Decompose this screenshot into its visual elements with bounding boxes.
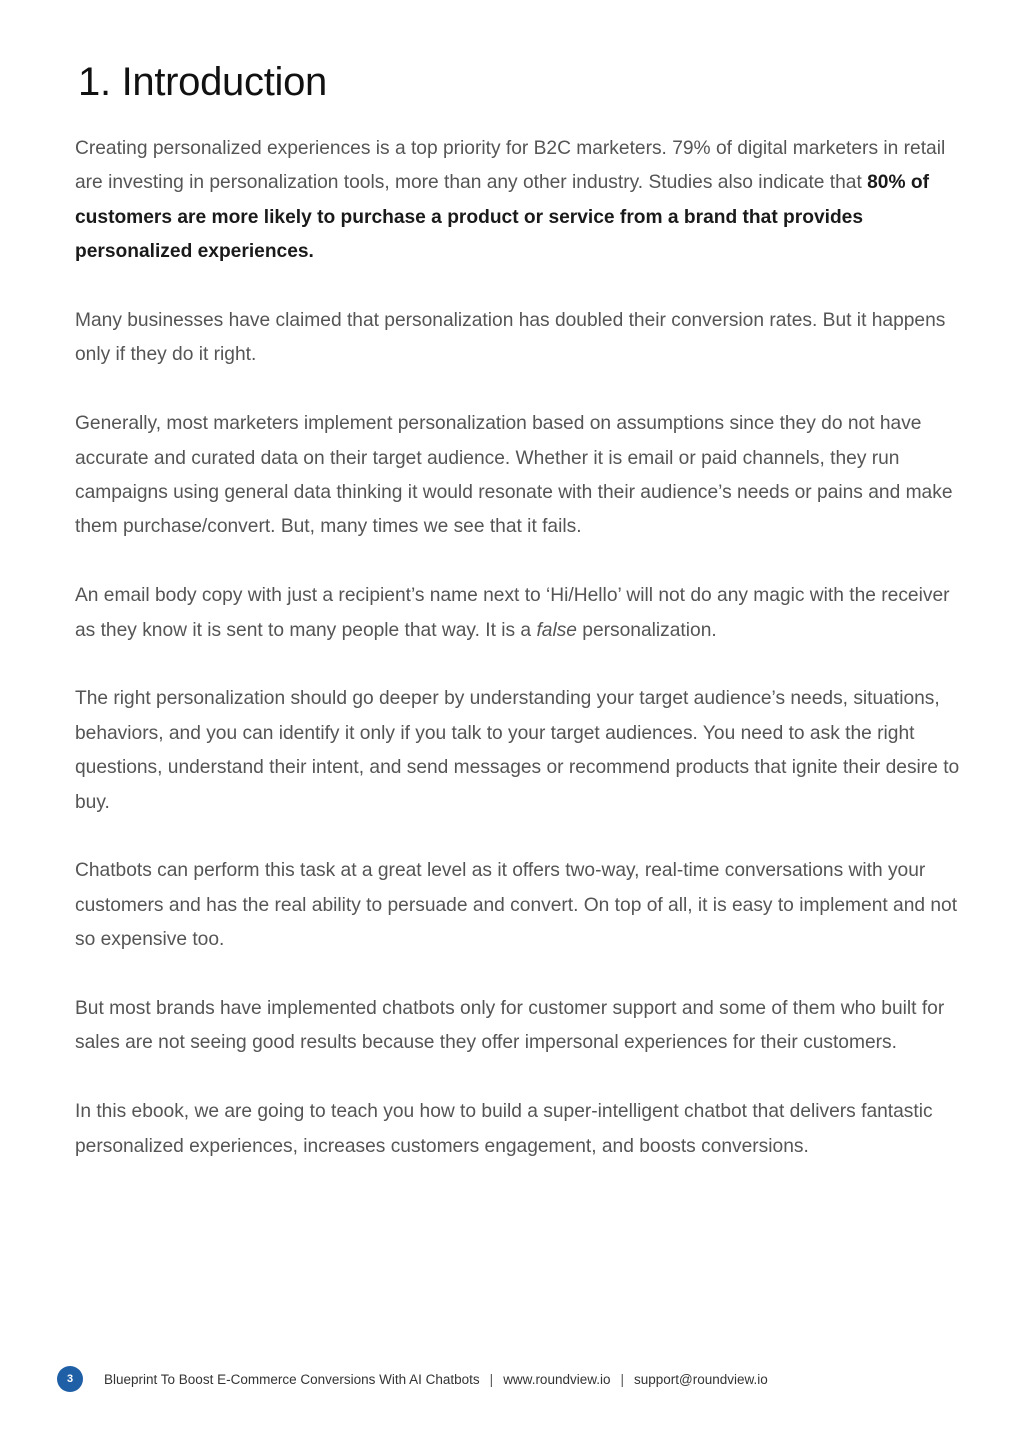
footer-title: Blueprint To Boost E-Commerce Conversions With AI Chatbots — [104, 1371, 480, 1387]
paragraph-4-emphasis: false — [536, 619, 577, 641]
paragraph-3: Generally, most marketers implement personalization based on assumptions since they do not have accurate and curated data on their target audience. Whether it is email or paid channels, they run campaigns using general data thinking it would resonate with their audience’s needs or pains and make them purchase/convert. But, many times we see that it fails. — [75, 413, 953, 538]
paragraph-1-highlight: 80% of customers are more likely to purchase a product or service from a brand that provides personalized experiences. — [75, 172, 929, 263]
paragraph-7: But most brands have implemented chatbots only for customer support and some of them who built for sales are not seeing good results because they offer impersonal experiences for their customers. — [75, 998, 945, 1054]
body-text — [75, 132, 965, 1198]
paragraph-1 — [75, 132, 965, 270]
footer-separator: | — [620, 1371, 625, 1387]
page-footer — [57, 1366, 768, 1392]
paragraph-4-text: An email body copy with just a recipient’s name next to ‘Hi/Hello’ will not do any magic with the receiver as they know it is sent to many people that way. It is a — [75, 585, 950, 641]
paragraph-1-text: Creating personalized experiences is a top priority for B2C marketers. 79% of digital marketers in retail are investing in personalization tools, more than any other industry. Studies also indicate that — [75, 138, 946, 194]
page-number-badge: 3 — [57, 1366, 83, 1392]
footer-website-link[interactable]: www.roundview.io — [503, 1371, 611, 1387]
paragraph-2: Many businesses have claimed that personalization has doubled their conversion rates. But it happens only if they do it right. — [75, 310, 946, 366]
paragraph-4 — [75, 579, 965, 648]
paragraph-8: In this ebook, we are going to teach you how to build a super-intelligent chatbot that delivers fantastic personalized experiences, increases customers engagement, and boosts conversions. — [75, 1101, 933, 1157]
paragraph-4-text-end: personalization. — [576, 619, 717, 641]
paragraph-6: Chatbots can perform this task at a great level as it offers two-way, real-time conversations with your customers and has the real ability to persuade and convert. On top of all, it is easy to implement and not so expensive too. — [75, 860, 958, 951]
page-title: 1. Introduction — [78, 60, 327, 104]
footer-email-link[interactable]: support@roundview.io — [634, 1371, 768, 1387]
footer-separator: | — [489, 1371, 494, 1387]
paragraph-5: The right personalization should go deeper by understanding your target audience’s needs, situations, behaviors, and you can identify it only if you talk to your target audiences. You need to ask the right questions, understand their intent, and send messages or recommend products that ignite their desire to buy. — [75, 688, 960, 813]
